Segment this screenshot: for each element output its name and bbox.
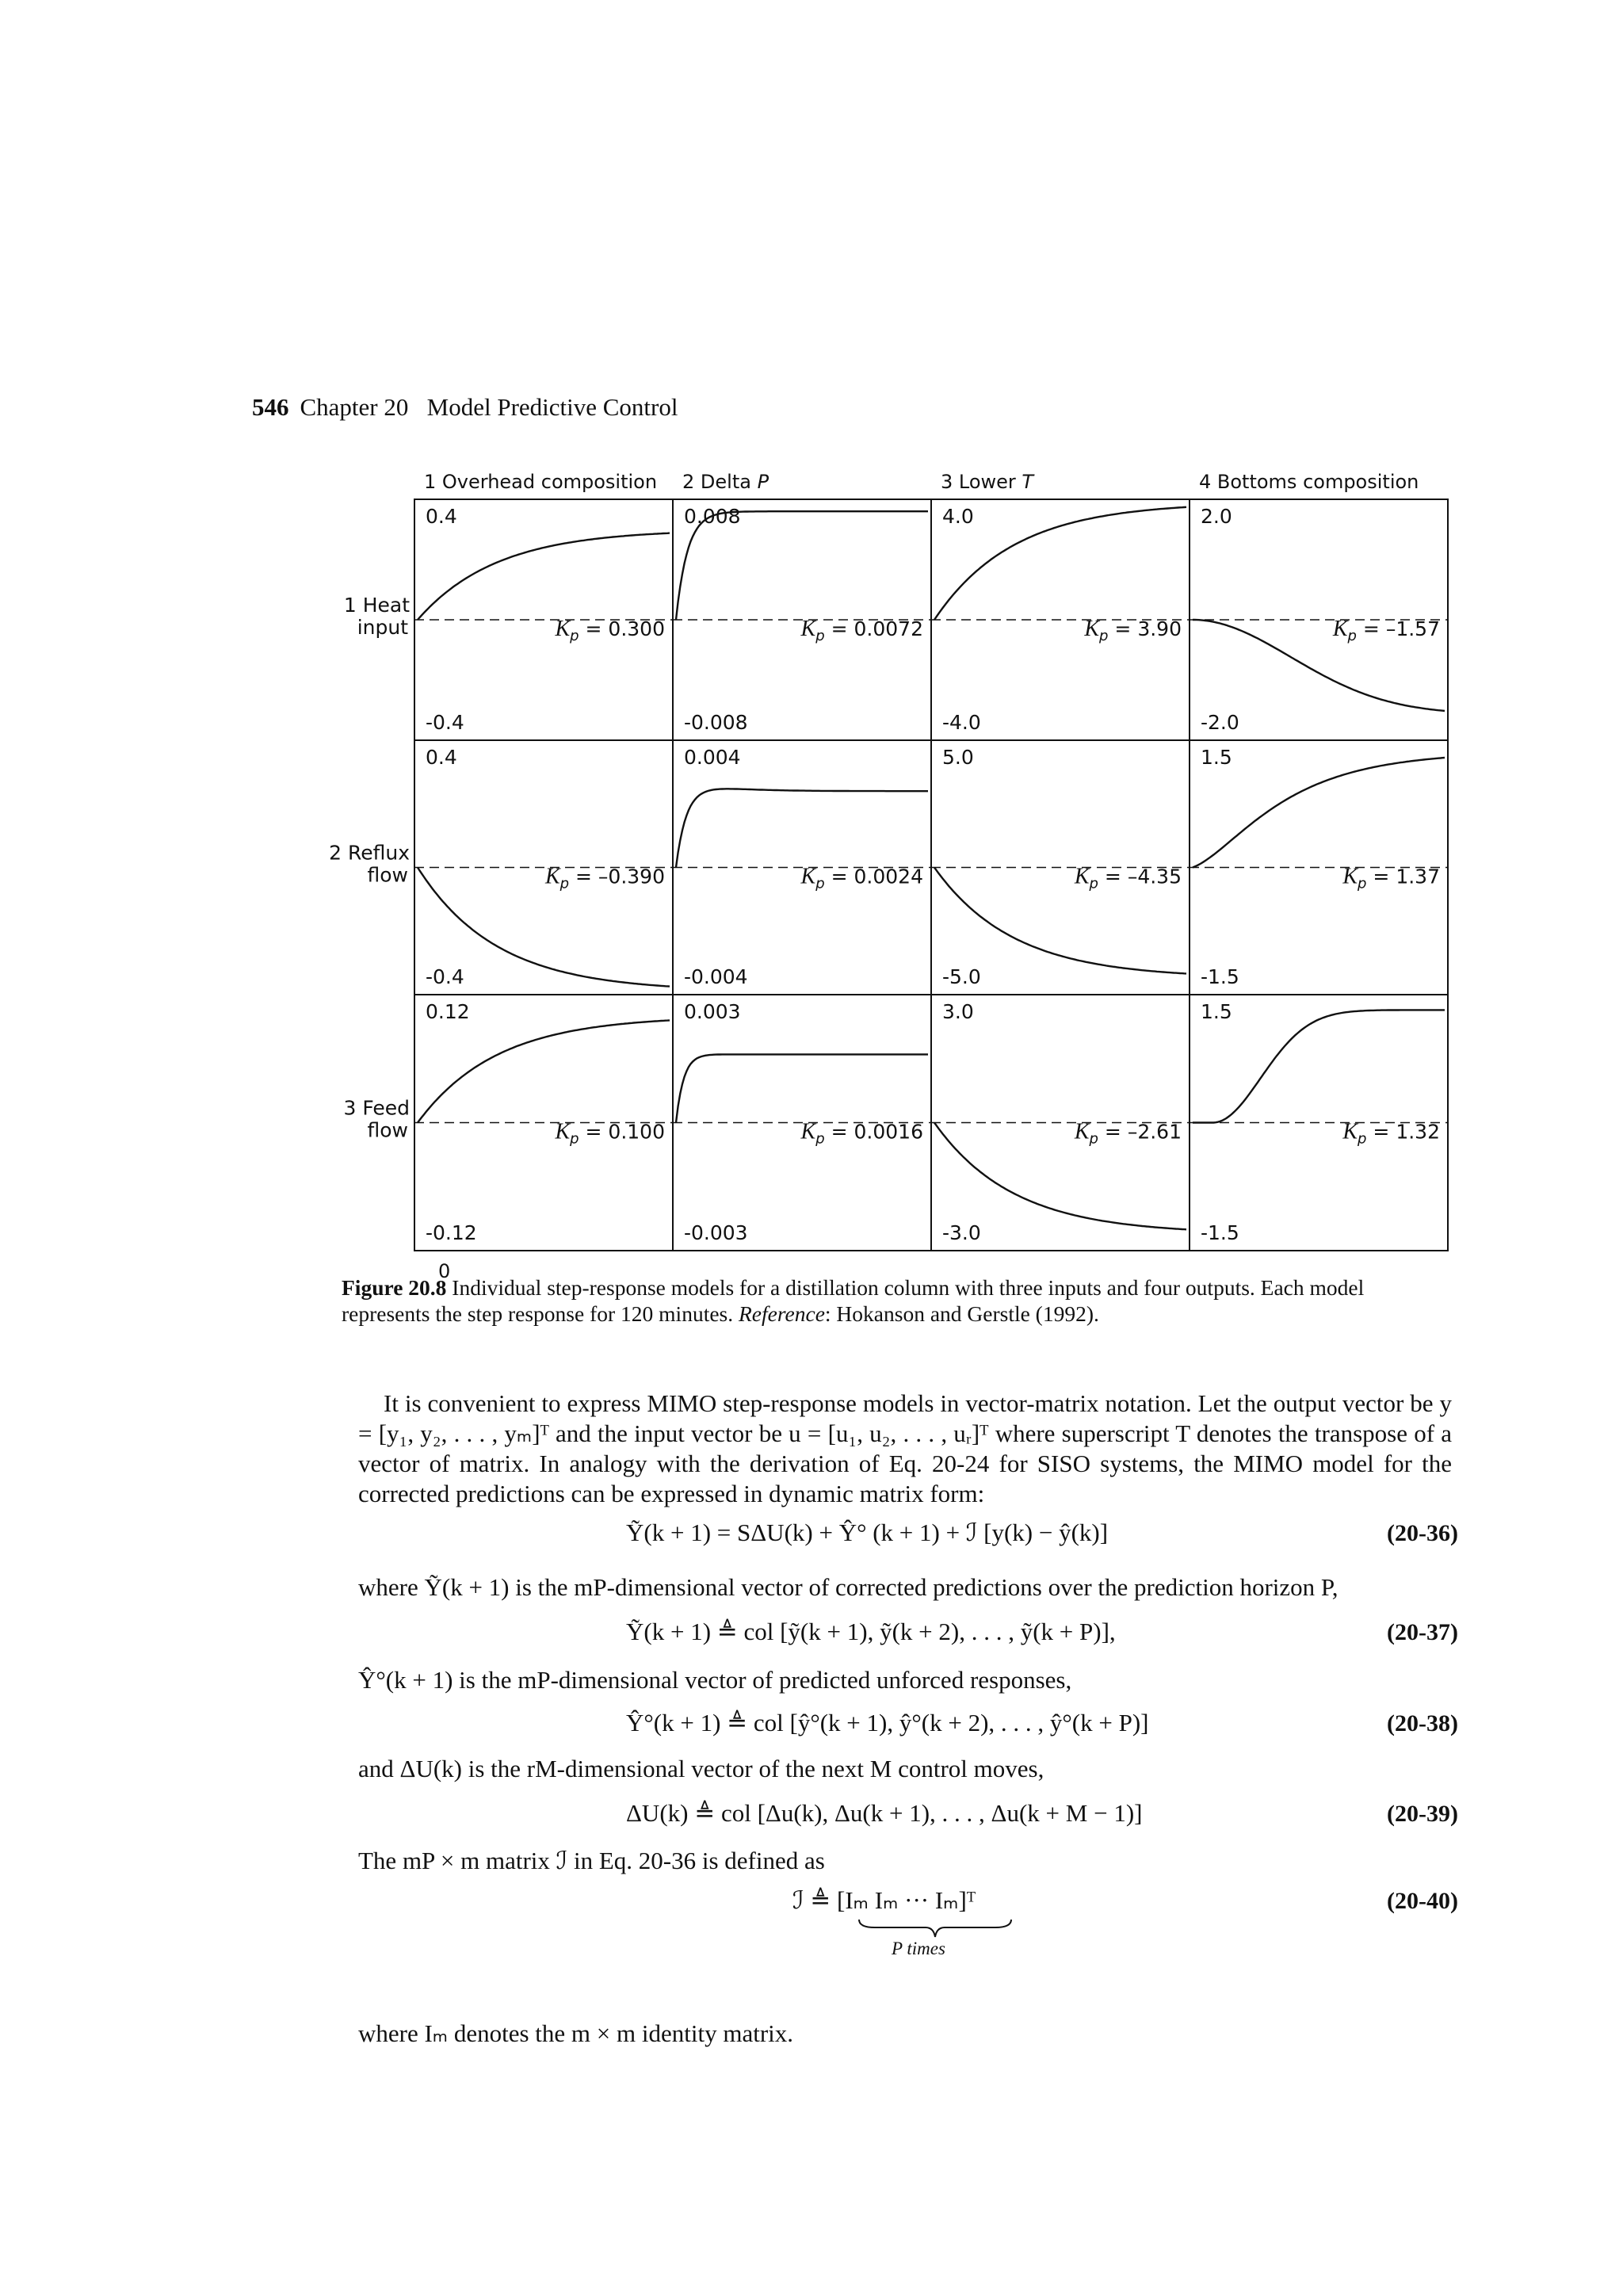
kp-label: $K_p = 0.300$ [555, 617, 665, 644]
y-max-label: 0.003 [684, 1000, 741, 1023]
kp-label: $K_p = -1.57$ [1332, 617, 1440, 644]
y-min-label: -5.0 [942, 965, 981, 988]
kp-label: $K_p = 1.37$ [1342, 864, 1440, 892]
row-label: 2 Reflux [329, 841, 410, 865]
row-label: 1 Heat [343, 594, 410, 617]
equation-20-39: ΔU(k) ≜ col [Δu(k), Δu(k + 1), . . . , Δu(k + M − 1)] [626, 1799, 1143, 1827]
column-header: 2 Delta P [682, 471, 769, 493]
row-label: 3 Feed [343, 1096, 410, 1120]
equation-number-20-40: (20-40) [1387, 1888, 1458, 1914]
figure-caption [342, 1274, 1451, 1327]
y-min-label: -0.12 [426, 1221, 477, 1244]
text-unforced: Ŷ°(k + 1) is the mP-dimensional vector of predicted unforced responses, [358, 1666, 1072, 1694]
text-where-corrected: where Ỹ(k + 1) is the mP-dimensional vector of corrected predictions over the prediction horizon P, [358, 1573, 1338, 1601]
row-label: input [357, 616, 408, 639]
y-max-label: 0.008 [684, 505, 741, 528]
caption-text: Individual step-response models for a distillation column with three inputs and four outputs. Each model represents the step response for 120 minutes. [342, 1275, 1365, 1326]
y-min-label: -0.008 [684, 711, 748, 734]
underbrace [856, 1916, 1014, 1940]
y-max-label: 1.5 [1201, 1000, 1232, 1023]
kp-label: $K_p = 3.90$ [1084, 617, 1182, 644]
column-header: 3 Lower T [941, 471, 1034, 493]
figure-label: Figure 20.8 [342, 1275, 447, 1300]
row-label: flow [367, 1118, 408, 1142]
y-min-label: -0.004 [684, 965, 748, 988]
y-min-label: -1.5 [1201, 1221, 1239, 1244]
y-min-label: -0.4 [426, 965, 464, 988]
y-max-label: 5.0 [942, 746, 974, 769]
row-label: flow [367, 863, 408, 887]
y-max-label: 4.0 [942, 505, 974, 528]
y-min-label: -0.003 [684, 1221, 748, 1244]
equation-20-38: Ŷ°(k + 1) ≜ col [ŷ°(k + 1), ŷ°(k + 2), . . . , ŷ°(k + P)] [626, 1709, 1149, 1736]
y-min-label: -1.5 [1201, 965, 1239, 988]
kp-label: $K_p = 1.32$ [1342, 1119, 1440, 1148]
text-identity-matrix: where Iₘ denotes the m × m identity matrix. [358, 2019, 794, 2047]
y-max-label: 0.004 [684, 746, 741, 769]
kp-label: $K_p = 0.100$ [555, 1119, 665, 1148]
kp-label: $K_p = 0.0024$ [800, 864, 923, 892]
y-min-label: -0.4 [426, 711, 464, 734]
caption-reference-label: Reference [739, 1301, 825, 1326]
chapter-label: Chapter 20 [300, 393, 409, 421]
step-response-curve [1193, 758, 1445, 868]
equation-number-20-39: (20-39) [1387, 1801, 1458, 1827]
step-response-curve [1193, 1010, 1445, 1122]
paragraph-intro: It is convenient to express MIMO step-response models in vector-matrix notation. Let the output vector be y = [y₁, y₂, . . . , yₘ]ᵀ and the input vector be u = [u₁, u₂, . . . , uᵣ]ᵀ where superscript T denotes the transpose of a vector of matrix. In analogy with the derivation of Eq. 20-24 for SISO systems, the MIMO model for the corrected predictions can be expressed in dynamic matrix form: [358, 1389, 1452, 1507]
y-max-label: 2.0 [1201, 505, 1232, 528]
step-response-curve [418, 533, 670, 620]
y-min-label: -3.0 [942, 1221, 981, 1244]
y-max-label: 0.4 [426, 746, 457, 769]
step-response-curve [418, 1020, 670, 1122]
section-title: Model Predictive Control [426, 393, 678, 421]
equation-number-20-36: (20-36) [1387, 1520, 1458, 1546]
kp-label: $K_p = -0.390$ [544, 864, 665, 892]
kp-label: $K_p = -2.61$ [1074, 1119, 1182, 1148]
equation-20-36: Ỹ(k + 1) = SΔU(k) + Ŷ° (k + 1) + ℐ [y(k) − ŷ(k)] [626, 1519, 1109, 1546]
p-times-label: P times [892, 1939, 945, 1958]
y-min-label: -2.0 [1201, 711, 1239, 734]
step-response-curve [676, 789, 928, 867]
equation-20-37: Ỹ(k + 1) ≜ col [ỹ(k + 1), ỹ(k + 2), . . . , ỹ(k + P)], [626, 1618, 1116, 1645]
equation-number-20-37: (20-37) [1387, 1619, 1458, 1645]
equation-20-40: ℐ ≜ [Iₘ Iₘ ··· Iₘ]ᵀ [792, 1886, 976, 1914]
caption-reference: : Hokanson and Gerstle (1992). [824, 1301, 1099, 1326]
equation-number-20-38: (20-38) [1387, 1710, 1458, 1736]
text-control-moves: and ΔU(k) is the rM-dimensional vector of the next M control moves, [358, 1755, 1044, 1782]
step-response-curve [676, 1054, 928, 1122]
y-min-label: -4.0 [942, 711, 981, 734]
text-matrix-defined: The mP × m matrix ℐ in Eq. 20-36 is defined as [358, 1847, 825, 1874]
kp-label: $K_p = -4.35$ [1074, 864, 1182, 892]
y-max-label: 0.4 [426, 505, 457, 528]
kp-label: $K_p = 0.0016$ [800, 1119, 923, 1148]
column-header: 1 Overhead composition [424, 471, 658, 493]
kp-label: $K_p = 0.0072$ [800, 617, 923, 644]
column-header: 4 Bottoms composition [1199, 471, 1419, 493]
y-max-label: 1.5 [1201, 746, 1232, 769]
page-number: 546 [252, 393, 289, 421]
y-max-label: 3.0 [942, 1000, 974, 1023]
x-axis-start-label: 0 [438, 1260, 451, 1282]
y-max-label: 0.12 [426, 1000, 470, 1023]
